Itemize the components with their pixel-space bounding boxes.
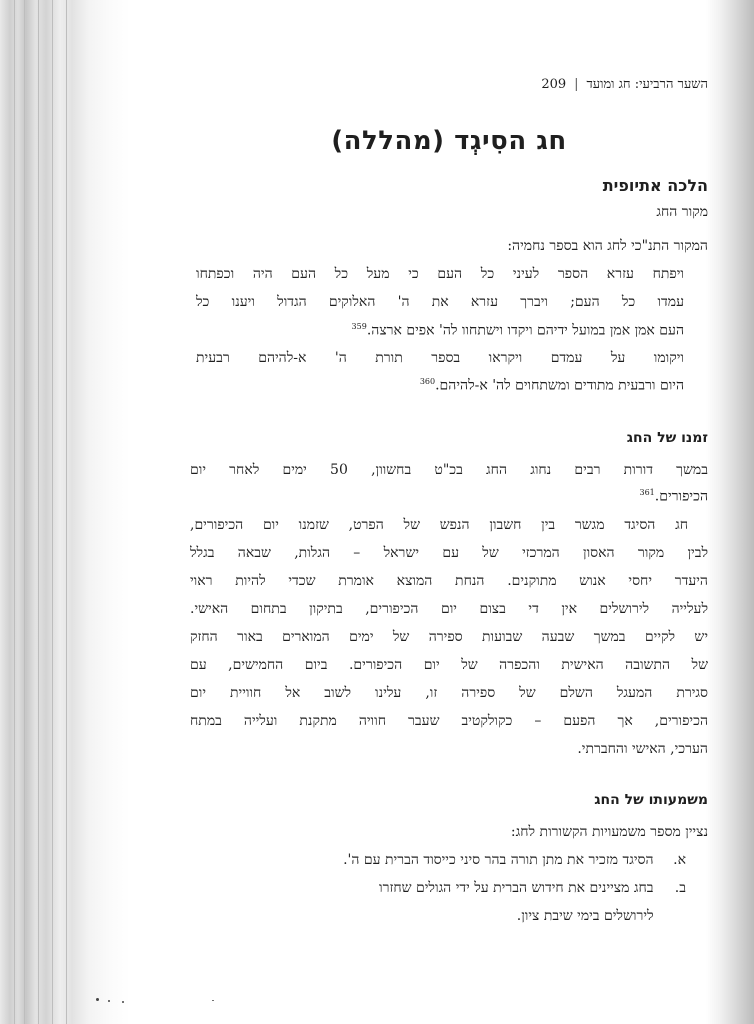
page-edge: [706, 0, 754, 1024]
footnote-ref: 360: [419, 377, 436, 386]
section-heading-time: זמנו של החג: [626, 430, 708, 446]
meaning-intro: נציין מספר משמעויות הקשורות לחג:: [510, 824, 708, 840]
list-marker: ב.: [674, 880, 686, 896]
paragraph-line: הכיפורים.$^{361}$: [639, 488, 708, 505]
list-item: [190, 852, 708, 869]
list-item-continuation: [190, 908, 708, 925]
gutter-line: [24, 0, 25, 1024]
book-page: [190, 0, 708, 1024]
quote-line: ויפתח עזרא הספר לעיני כל העם כי מעל כל העם היה וכפתחו: [196, 266, 684, 282]
paragraph-line: לבין מקור האסון המרכזי של עם ישראל – הגלות, שבאה בגלל: [190, 545, 708, 561]
gutter-line: [52, 0, 53, 1024]
paragraph-line: סגירת המעגל השלם של ספירה זו, עלינו לשוב אל חוויית יום: [190, 685, 708, 701]
footnote-ref: 361: [639, 488, 655, 497]
gutter-line: [66, 0, 67, 1024]
quote-line: ויקומו על עמדם ויקראו בספר תורת ה' א-להיהם רבעית: [196, 350, 684, 366]
scan-speck: [122, 1001, 124, 1003]
paragraph-line: יש לקיים במשך שבעה שבועות ספירה של ימים המוארים באור החזק: [190, 629, 708, 645]
footnote-ref: 359: [351, 322, 367, 331]
list-text: לירושלים בימי שיבת ציון.: [516, 908, 654, 924]
paragraph-line: חג הסיגד מגשר בין חשבון הנפש של הפרט, שזמנו יום הכיפורים,: [190, 517, 688, 533]
list-marker: א.: [673, 852, 686, 868]
subtitle: מקור החג: [656, 204, 708, 220]
paragraph-line: של התשובה האישית והכפרה של יום הכיפורים. ביום החמישים, עם: [190, 657, 708, 673]
scan-speck: [108, 1000, 110, 1002]
paragraph-line: הערכי, האישי והחברתי.: [577, 741, 708, 757]
running-head-separator: |: [574, 76, 579, 92]
list-text: הסיגד מזכיר את מתן תורה בהר סיני כייסוד הברית עם ה'.: [343, 852, 654, 868]
running-head: [190, 76, 708, 92]
subtitle-bold: הלכה אתיופית: [602, 176, 708, 195]
quote-line: עמדו כל העם; ויברך עזרא את ה' האלוקים הגדול ויענו כל: [196, 294, 684, 310]
paragraph-line: לעלייה לירושלים אין די בצום יום הכיפורים, בתיקון בתחום האישי.: [190, 601, 708, 617]
quote-line: העם אמן אמן במועל ידיהם ויקדו וישתחוו לה' אפים ארצה.$^{359}$: [351, 322, 684, 339]
source-intro: המקור התנ"כי לחג הוא בספר נחמיה:: [507, 238, 708, 254]
gutter-line: [14, 0, 15, 1024]
gutter-line: [38, 0, 39, 1024]
scan-speck: [212, 1000, 214, 1001]
page-number: 209: [541, 76, 567, 92]
running-head-section: השער הרביעי: חג ומועד: [586, 77, 708, 92]
book-gutter: [0, 0, 130, 1024]
paragraph-line: היעדר יחסי אנוש מתוקנים. הנחת המוצא אומרת שכדי להיות ראוי: [190, 573, 708, 589]
paragraph-line: במשך דורות רבים נחוג החג בכ"ט בחשוון, 50 ימים לאחר יום: [190, 462, 708, 478]
list-item: [190, 880, 708, 897]
scan-speck: [96, 998, 99, 1001]
list-text: בחג מציינים את חידוש הברית על ידי הגולים שחזרו: [379, 880, 654, 896]
chapter-title: חג הסִיגְד (מהללה): [331, 126, 567, 156]
paragraph-line: הכיפורים, אך הפעם – כקולקטיב שעבר חוויה מתקנת ועלייה במתח: [190, 713, 708, 729]
section-heading-meaning: משמעותו של החג: [594, 792, 708, 808]
quote-line: היום ורבעית מתודים ומשתחוים לה' א-להיהם.$^{360}$: [419, 377, 684, 394]
